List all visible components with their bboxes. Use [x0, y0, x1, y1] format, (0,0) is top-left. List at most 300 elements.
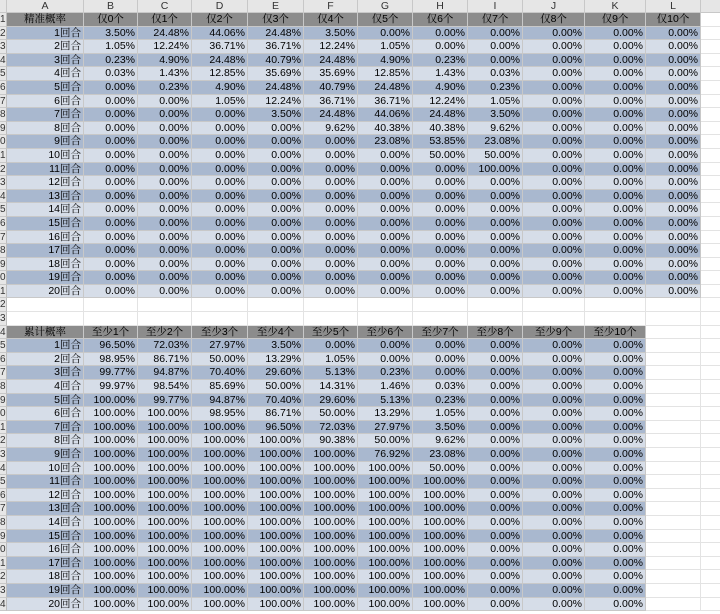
probability-cell[interactable]: 4.90%	[192, 81, 248, 95]
row-header[interactable]: 8	[0, 516, 6, 528]
probability-cell[interactable]: 0.00%	[192, 217, 248, 231]
cumulative-probability-cell[interactable]: 0.00%	[468, 584, 523, 598]
probability-cell[interactable]: 0.00%	[585, 163, 646, 177]
cumulative-probability-cell[interactable]: 100.00%	[358, 584, 413, 598]
cumulative-probability-cell[interactable]: 100.00%	[358, 489, 413, 503]
cumulative-probability-cell[interactable]: 72.03%	[304, 421, 358, 435]
probability-cell[interactable]: 24.48%	[358, 81, 413, 95]
cumulative-probability-cell[interactable]: 100.00%	[138, 598, 192, 612]
probability-cell[interactable]: 0.00%	[413, 176, 468, 190]
empty-cell[interactable]	[701, 475, 720, 489]
empty-cell[interactable]	[701, 176, 720, 190]
empty-cell[interactable]	[7, 312, 84, 326]
empty-cell[interactable]	[701, 366, 720, 380]
probability-cell[interactable]: 0.00%	[358, 203, 413, 217]
probability-cell[interactable]: 0.00%	[413, 27, 468, 41]
round-label-cell[interactable]: 14回合	[7, 203, 84, 217]
cumulative-probability-cell[interactable]: 100.00%	[84, 475, 138, 489]
probability-cell[interactable]: 12.85%	[192, 67, 248, 81]
probability-cell[interactable]: 0.00%	[585, 149, 646, 163]
empty-cell[interactable]	[84, 298, 138, 312]
probability-cell[interactable]: 0.00%	[138, 203, 192, 217]
cumulative-probability-cell[interactable]: 100.00%	[84, 448, 138, 462]
cumulative-probability-cell[interactable]: 5.13%	[304, 366, 358, 380]
probability-cell[interactable]: 4.90%	[358, 54, 413, 68]
table2-header-cell[interactable]: 至少3个	[192, 326, 248, 340]
probability-cell[interactable]: 24.48%	[304, 108, 358, 122]
cumulative-probability-cell[interactable]: 99.77%	[138, 394, 192, 408]
cumulative-probability-cell[interactable]: 100.00%	[248, 530, 304, 544]
probability-cell[interactable]: 0.00%	[585, 190, 646, 204]
cumulative-probability-cell[interactable]: 100.00%	[304, 502, 358, 516]
probability-cell[interactable]: 0.00%	[646, 244, 701, 258]
cumulative-probability-cell[interactable]: 90.38%	[304, 434, 358, 448]
cumulative-probability-cell[interactable]: 29.60%	[304, 394, 358, 408]
probability-cell[interactable]: 3.50%	[84, 27, 138, 41]
cumulative-probability-cell[interactable]: 0.00%	[523, 421, 585, 435]
table1-header-cell[interactable]: 仅4个	[304, 13, 358, 27]
cumulative-probability-cell[interactable]: 0.00%	[523, 407, 585, 421]
cumulative-probability-cell[interactable]: 100.00%	[358, 462, 413, 476]
cumulative-probability-cell[interactable]: 100.00%	[84, 543, 138, 557]
probability-cell[interactable]: 0.00%	[413, 285, 468, 299]
empty-cell[interactable]	[646, 366, 701, 380]
cumulative-probability-cell[interactable]: 100.00%	[192, 557, 248, 571]
row-header[interactable]: 8	[0, 109, 6, 121]
cumulative-probability-cell[interactable]: 100.00%	[192, 434, 248, 448]
probability-cell[interactable]: 0.00%	[468, 54, 523, 68]
round-label-cell[interactable]: 18回合	[7, 258, 84, 272]
probability-cell[interactable]: 0.00%	[192, 244, 248, 258]
table1-header-cell[interactable]: 仅5个	[358, 13, 413, 27]
probability-cell[interactable]: 0.00%	[138, 258, 192, 272]
table2-header-cell[interactable]: 至少7个	[413, 326, 468, 340]
probability-cell[interactable]: 0.00%	[84, 217, 138, 231]
probability-cell[interactable]: 0.00%	[248, 176, 304, 190]
cumulative-probability-cell[interactable]: 0.00%	[585, 570, 646, 584]
probability-cell[interactable]: 12.24%	[248, 95, 304, 109]
probability-cell[interactable]: 0.00%	[468, 231, 523, 245]
probability-cell[interactable]: 0.00%	[192, 190, 248, 204]
empty-cell[interactable]	[358, 312, 413, 326]
probability-cell[interactable]: 9.62%	[304, 122, 358, 136]
cumulative-probability-cell[interactable]: 0.00%	[523, 448, 585, 462]
row-header[interactable]: 0	[0, 136, 6, 148]
empty-cell[interactable]	[701, 149, 720, 163]
probability-cell[interactable]: 0.00%	[585, 135, 646, 149]
cumulative-probability-cell[interactable]: 14.31%	[304, 380, 358, 394]
empty-cell[interactable]	[701, 67, 720, 81]
probability-cell[interactable]: 0.00%	[413, 40, 468, 54]
probability-cell[interactable]: 1.05%	[192, 95, 248, 109]
empty-cell[interactable]	[701, 434, 720, 448]
cumulative-probability-cell[interactable]: 100.00%	[192, 530, 248, 544]
round-label-cell[interactable]: 3回合	[7, 54, 84, 68]
probability-cell[interactable]: 0.00%	[192, 135, 248, 149]
probability-cell[interactable]: 23.08%	[358, 135, 413, 149]
cumulative-probability-cell[interactable]: 100.00%	[358, 570, 413, 584]
row-header[interactable]: 7	[0, 503, 6, 515]
row-header[interactable]: 9	[0, 258, 6, 270]
probability-cell[interactable]: 0.00%	[413, 217, 468, 231]
cumulative-probability-cell[interactable]: 100.00%	[248, 584, 304, 598]
probability-cell[interactable]: 0.00%	[358, 163, 413, 177]
probability-cell[interactable]: 0.00%	[585, 95, 646, 109]
probability-cell[interactable]: 40.79%	[304, 81, 358, 95]
probability-cell[interactable]: 0.00%	[646, 135, 701, 149]
empty-cell[interactable]	[138, 298, 192, 312]
cumulative-probability-cell[interactable]: 0.00%	[523, 502, 585, 516]
cumulative-probability-cell[interactable]: 100.00%	[138, 557, 192, 571]
empty-cell[interactable]	[646, 584, 701, 598]
probability-cell[interactable]: 35.69%	[304, 67, 358, 81]
cumulative-probability-cell[interactable]: 0.00%	[468, 448, 523, 462]
empty-cell[interactable]	[701, 462, 720, 476]
probability-cell[interactable]: 0.00%	[84, 271, 138, 285]
row-header[interactable]: 8	[0, 381, 6, 393]
probability-cell[interactable]: 0.00%	[585, 176, 646, 190]
probability-cell[interactable]: 24.48%	[138, 27, 192, 41]
column-header[interactable]: D	[192, 0, 248, 13]
probability-cell[interactable]: 0.00%	[413, 203, 468, 217]
table2-header-cell[interactable]: 至少9个	[523, 326, 585, 340]
empty-cell[interactable]	[304, 298, 358, 312]
cumulative-probability-cell[interactable]: 0.00%	[523, 543, 585, 557]
table1-header-cell[interactable]: 仅10个	[646, 13, 701, 27]
probability-cell[interactable]: 24.48%	[304, 54, 358, 68]
empty-cell[interactable]	[701, 421, 720, 435]
probability-cell[interactable]: 0.00%	[84, 95, 138, 109]
cumulative-probability-cell[interactable]: 50.00%	[413, 462, 468, 476]
probability-cell[interactable]: 0.00%	[358, 27, 413, 41]
empty-cell[interactable]	[413, 312, 468, 326]
probability-cell[interactable]: 0.00%	[358, 176, 413, 190]
cumulative-probability-cell[interactable]: 100.00%	[248, 434, 304, 448]
probability-cell[interactable]: 0.00%	[248, 258, 304, 272]
probability-cell[interactable]: 0.00%	[192, 163, 248, 177]
cumulative-probability-cell[interactable]: 0.00%	[468, 530, 523, 544]
table2-title-cell[interactable]: 累计概率	[7, 326, 84, 340]
cumulative-probability-cell[interactable]: 100.00%	[84, 598, 138, 612]
cumulative-probability-cell[interactable]: 0.00%	[585, 380, 646, 394]
round-label-cell[interactable]: 2回合	[7, 40, 84, 54]
cumulative-probability-cell[interactable]: 0.00%	[585, 475, 646, 489]
probability-cell[interactable]: 12.24%	[413, 95, 468, 109]
probability-cell[interactable]: 0.00%	[468, 190, 523, 204]
cumulative-probability-cell[interactable]: 100.00%	[248, 570, 304, 584]
probability-cell[interactable]: 0.00%	[523, 27, 585, 41]
table2-header-cell[interactable]: 至少2个	[138, 326, 192, 340]
probability-cell[interactable]: 0.00%	[84, 108, 138, 122]
cumulative-probability-cell[interactable]: 100.00%	[192, 598, 248, 612]
round-label-cell[interactable]: 16回合	[7, 231, 84, 245]
cumulative-probability-cell[interactable]: 100.00%	[84, 394, 138, 408]
probability-cell[interactable]: 0.00%	[358, 217, 413, 231]
empty-cell[interactable]	[701, 407, 720, 421]
probability-cell[interactable]: 0.00%	[84, 81, 138, 95]
cumulative-probability-cell[interactable]: 100.00%	[358, 530, 413, 544]
probability-cell[interactable]: 0.00%	[248, 217, 304, 231]
probability-cell[interactable]: 0.00%	[523, 81, 585, 95]
empty-cell[interactable]	[701, 380, 720, 394]
empty-cell[interactable]	[701, 108, 720, 122]
probability-cell[interactable]: 0.00%	[523, 122, 585, 136]
column-header[interactable]: K	[585, 0, 646, 13]
probability-cell[interactable]: 36.71%	[358, 95, 413, 109]
probability-cell[interactable]: 0.00%	[138, 176, 192, 190]
row-header[interactable]: 6	[0, 81, 6, 93]
cumulative-probability-cell[interactable]: 0.23%	[358, 366, 413, 380]
cumulative-probability-cell[interactable]: 100.00%	[84, 570, 138, 584]
cumulative-probability-cell[interactable]: 100.00%	[84, 407, 138, 421]
cumulative-probability-cell[interactable]: 13.29%	[358, 407, 413, 421]
cumulative-probability-cell[interactable]: 0.00%	[585, 557, 646, 571]
probability-cell[interactable]: 0.00%	[358, 190, 413, 204]
round-label-cell[interactable]: 13回合	[7, 190, 84, 204]
row-header[interactable]: 0	[0, 272, 6, 284]
cumulative-probability-cell[interactable]: 0.00%	[523, 462, 585, 476]
row-header[interactable]: 7	[0, 231, 6, 243]
row-header[interactable]: 4	[0, 462, 6, 474]
empty-cell[interactable]	[701, 122, 720, 136]
round-label-cell[interactable]: 11回合	[7, 163, 84, 177]
row-header[interactable]: 3	[0, 41, 6, 53]
cumulative-probability-cell[interactable]: 0.00%	[413, 366, 468, 380]
cumulative-probability-cell[interactable]: 100.00%	[192, 475, 248, 489]
cumulative-probability-cell[interactable]: 100.00%	[248, 502, 304, 516]
probability-cell[interactable]: 0.00%	[523, 176, 585, 190]
probability-cell[interactable]: 0.00%	[585, 231, 646, 245]
probability-cell[interactable]: 0.00%	[304, 176, 358, 190]
row-header[interactable]: 9	[0, 394, 6, 406]
row-header[interactable]: 3	[0, 584, 6, 596]
cumulative-probability-cell[interactable]: 100.00%	[138, 462, 192, 476]
probability-cell[interactable]: 0.00%	[248, 203, 304, 217]
cumulative-probability-cell[interactable]: 0.00%	[468, 366, 523, 380]
probability-cell[interactable]: 0.00%	[358, 244, 413, 258]
round-label-cell[interactable]: 1回合	[7, 27, 84, 41]
table1-header-cell[interactable]: 仅1个	[138, 13, 192, 27]
round-label-cell[interactable]: 12回合	[7, 176, 84, 190]
probability-cell[interactable]: 0.00%	[646, 285, 701, 299]
probability-cell[interactable]: 0.00%	[523, 271, 585, 285]
cumulative-probability-cell[interactable]: 100.00%	[248, 448, 304, 462]
row-header[interactable]: 7	[0, 95, 6, 107]
probability-cell[interactable]: 0.00%	[523, 163, 585, 177]
cumulative-probability-cell[interactable]: 5.13%	[358, 394, 413, 408]
probability-cell[interactable]: 0.00%	[646, 176, 701, 190]
table1-header-cell[interactable]: 仅2个	[192, 13, 248, 27]
probability-cell[interactable]: 1.05%	[84, 40, 138, 54]
cumulative-probability-cell[interactable]: 94.87%	[138, 366, 192, 380]
cumulative-probability-cell[interactable]: 0.00%	[468, 407, 523, 421]
probability-cell[interactable]: 0.00%	[523, 203, 585, 217]
cumulative-probability-cell[interactable]: 0.00%	[585, 339, 646, 353]
probability-cell[interactable]: 0.23%	[468, 81, 523, 95]
probability-cell[interactable]: 0.00%	[523, 258, 585, 272]
cumulative-probability-cell[interactable]: 100.00%	[192, 543, 248, 557]
cumulative-probability-cell[interactable]: 100.00%	[304, 462, 358, 476]
round-label-cell[interactable]: 4回合	[7, 380, 84, 394]
probability-cell[interactable]: 24.48%	[248, 81, 304, 95]
empty-cell[interactable]	[701, 326, 720, 340]
cumulative-probability-cell[interactable]: 0.00%	[585, 353, 646, 367]
row-header[interactable]: 1	[0, 285, 6, 297]
cumulative-probability-cell[interactable]: 0.00%	[585, 516, 646, 530]
column-header[interactable]: J	[523, 0, 585, 13]
empty-cell[interactable]	[468, 312, 523, 326]
probability-cell[interactable]: 0.00%	[192, 176, 248, 190]
probability-cell[interactable]: 0.00%	[304, 203, 358, 217]
probability-cell[interactable]: 0.00%	[192, 258, 248, 272]
probability-cell[interactable]: 53.85%	[413, 135, 468, 149]
probability-cell[interactable]: 0.00%	[523, 95, 585, 109]
cumulative-probability-cell[interactable]: 100.00%	[304, 543, 358, 557]
probability-cell[interactable]: 0.23%	[138, 81, 192, 95]
cumulative-probability-cell[interactable]: 0.00%	[585, 598, 646, 612]
cumulative-probability-cell[interactable]: 100.00%	[84, 502, 138, 516]
empty-cell[interactable]	[304, 312, 358, 326]
round-label-cell[interactable]: 1回合	[7, 339, 84, 353]
row-header[interactable]: 4	[0, 598, 6, 610]
probability-cell[interactable]: 0.00%	[84, 244, 138, 258]
probability-cell[interactable]: 0.00%	[304, 244, 358, 258]
cumulative-probability-cell[interactable]: 0.00%	[358, 353, 413, 367]
cumulative-probability-cell[interactable]: 98.95%	[84, 353, 138, 367]
cumulative-probability-cell[interactable]: 0.00%	[585, 394, 646, 408]
cumulative-probability-cell[interactable]: 100.00%	[84, 516, 138, 530]
cumulative-probability-cell[interactable]: 100.00%	[304, 475, 358, 489]
cumulative-probability-cell[interactable]: 0.00%	[468, 394, 523, 408]
empty-cell[interactable]	[646, 489, 701, 503]
round-label-cell[interactable]: 7回合	[7, 421, 84, 435]
cumulative-probability-cell[interactable]: 0.00%	[413, 353, 468, 367]
empty-cell[interactable]	[84, 312, 138, 326]
probability-cell[interactable]: 0.00%	[585, 40, 646, 54]
probability-cell[interactable]: 0.00%	[646, 40, 701, 54]
probability-cell[interactable]: 36.71%	[192, 40, 248, 54]
cumulative-probability-cell[interactable]: 0.00%	[585, 366, 646, 380]
probability-cell[interactable]: 0.00%	[585, 67, 646, 81]
empty-cell[interactable]	[701, 502, 720, 516]
empty-cell[interactable]	[646, 380, 701, 394]
cumulative-probability-cell[interactable]: 100.00%	[138, 421, 192, 435]
cumulative-probability-cell[interactable]: 100.00%	[84, 584, 138, 598]
probability-cell[interactable]: 1.43%	[413, 67, 468, 81]
probability-cell[interactable]: 40.38%	[413, 122, 468, 136]
probability-cell[interactable]: 0.00%	[468, 176, 523, 190]
probability-cell[interactable]: 0.00%	[523, 190, 585, 204]
probability-cell[interactable]: 12.24%	[138, 40, 192, 54]
cumulative-probability-cell[interactable]: 100.00%	[304, 489, 358, 503]
probability-cell[interactable]: 12.24%	[304, 40, 358, 54]
column-header[interactable]: I	[468, 0, 523, 13]
empty-cell[interactable]	[701, 285, 720, 299]
cumulative-probability-cell[interactable]: 0.00%	[585, 448, 646, 462]
probability-cell[interactable]: 0.00%	[84, 176, 138, 190]
probability-cell[interactable]: 0.00%	[304, 190, 358, 204]
probability-cell[interactable]: 0.00%	[468, 217, 523, 231]
row-header[interactable]: 6	[0, 217, 6, 229]
probability-cell[interactable]: 0.00%	[248, 271, 304, 285]
probability-cell[interactable]: 0.23%	[84, 54, 138, 68]
probability-cell[interactable]: 0.00%	[84, 231, 138, 245]
empty-cell[interactable]	[701, 298, 720, 312]
table2-header-cell[interactable]: 至少8个	[468, 326, 523, 340]
row-header[interactable]: 1	[0, 14, 6, 25]
probability-cell[interactable]: 36.71%	[304, 95, 358, 109]
probability-cell[interactable]: 0.00%	[248, 135, 304, 149]
probability-cell[interactable]: 0.00%	[646, 163, 701, 177]
probability-cell[interactable]: 0.00%	[138, 122, 192, 136]
empty-cell[interactable]	[248, 298, 304, 312]
probability-cell[interactable]: 0.00%	[358, 285, 413, 299]
table1-header-cell[interactable]: 仅6个	[413, 13, 468, 27]
probability-cell[interactable]: 0.00%	[646, 149, 701, 163]
empty-cell[interactable]	[701, 570, 720, 584]
round-label-cell[interactable]: 17回合	[7, 244, 84, 258]
probability-cell[interactable]: 40.79%	[248, 54, 304, 68]
probability-cell[interactable]: 0.00%	[84, 285, 138, 299]
row-header[interactable]: 2	[0, 435, 6, 447]
probability-cell[interactable]: 0.00%	[646, 54, 701, 68]
cumulative-probability-cell[interactable]: 98.95%	[192, 407, 248, 421]
empty-cell[interactable]	[701, 163, 720, 177]
cumulative-probability-cell[interactable]: 99.77%	[84, 366, 138, 380]
cumulative-probability-cell[interactable]: 0.00%	[523, 598, 585, 612]
probability-cell[interactable]: 0.00%	[646, 27, 701, 41]
empty-cell[interactable]	[646, 421, 701, 435]
cumulative-probability-cell[interactable]: 0.00%	[523, 366, 585, 380]
probability-cell[interactable]: 0.00%	[585, 217, 646, 231]
cumulative-probability-cell[interactable]: 70.40%	[192, 366, 248, 380]
probability-cell[interactable]: 0.00%	[646, 258, 701, 272]
empty-cell[interactable]	[701, 258, 720, 272]
cumulative-probability-cell[interactable]: 86.71%	[138, 353, 192, 367]
cumulative-probability-cell[interactable]: 100.00%	[138, 489, 192, 503]
probability-cell[interactable]: 0.00%	[468, 271, 523, 285]
cumulative-probability-cell[interactable]: 0.00%	[523, 380, 585, 394]
probability-cell[interactable]: 0.00%	[468, 27, 523, 41]
cumulative-probability-cell[interactable]: 3.50%	[248, 339, 304, 353]
probability-cell[interactable]: 0.00%	[523, 217, 585, 231]
probability-cell[interactable]: 0.00%	[192, 231, 248, 245]
round-label-cell[interactable]: 14回合	[7, 516, 84, 530]
cumulative-probability-cell[interactable]: 0.00%	[468, 353, 523, 367]
round-label-cell[interactable]: 4回合	[7, 67, 84, 81]
cumulative-probability-cell[interactable]: 100.00%	[304, 598, 358, 612]
cumulative-probability-cell[interactable]: 85.69%	[192, 380, 248, 394]
empty-cell[interactable]	[701, 203, 720, 217]
cumulative-probability-cell[interactable]: 50.00%	[192, 353, 248, 367]
probability-cell[interactable]: 35.69%	[248, 67, 304, 81]
empty-cell[interactable]	[138, 312, 192, 326]
row-header[interactable]: 4	[0, 54, 6, 66]
cumulative-probability-cell[interactable]: 0.00%	[468, 434, 523, 448]
probability-cell[interactable]: 0.00%	[585, 285, 646, 299]
cumulative-probability-cell[interactable]: 0.00%	[585, 543, 646, 557]
cumulative-probability-cell[interactable]: 100.00%	[304, 570, 358, 584]
probability-cell[interactable]: 0.23%	[413, 54, 468, 68]
empty-cell[interactable]	[701, 312, 720, 326]
empty-cell[interactable]	[701, 190, 720, 204]
cumulative-probability-cell[interactable]: 3.50%	[413, 421, 468, 435]
round-label-cell[interactable]: 19回合	[7, 271, 84, 285]
probability-cell[interactable]: 0.00%	[585, 258, 646, 272]
probability-cell[interactable]: 0.00%	[248, 285, 304, 299]
cumulative-probability-cell[interactable]: 1.05%	[413, 407, 468, 421]
probability-cell[interactable]: 0.00%	[646, 217, 701, 231]
